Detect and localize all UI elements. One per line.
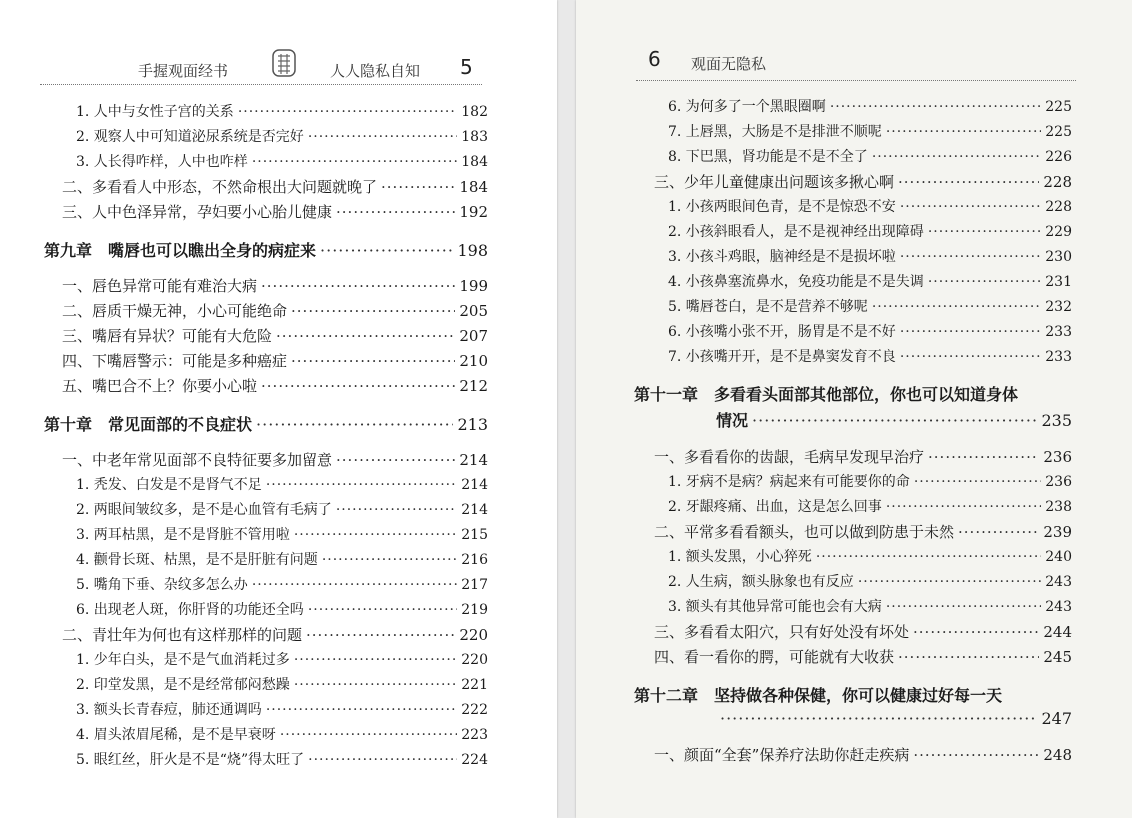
leader-dots — [256, 415, 453, 434]
leader-dots — [381, 178, 455, 196]
section-title: 人人隐私自知 — [330, 62, 421, 80]
toc-entry-title: 2. 小孩斜眼看人，是不是视神经出现障碍 — [668, 224, 924, 240]
header-divider — [40, 84, 482, 85]
toc-item — [76, 499, 488, 519]
toc-section — [654, 521, 1072, 542]
toc-item — [76, 699, 488, 719]
leader-dots — [872, 149, 1041, 165]
toc-entry-title: 三、嘴唇有异状？可能有大危险 — [62, 327, 273, 345]
toc-entry-title: 3. 两耳枯黑，是不是肾脏不管用啦 — [76, 527, 290, 543]
toc-section — [654, 171, 1072, 192]
leader-dots — [308, 602, 457, 618]
leader-dots — [291, 352, 455, 370]
toc-page-number: 236 — [1045, 474, 1072, 490]
toc-page-number: 214 — [461, 502, 488, 518]
leader-dots — [252, 154, 457, 170]
toc-section — [62, 325, 488, 346]
toc-entry-title: 一、多看看你的齿龈，毛病早发现早治疗 — [654, 448, 925, 466]
leader-dots — [266, 477, 457, 493]
toc-page-number: 214 — [459, 451, 488, 469]
toc-item — [76, 151, 488, 171]
toc-entry-title: 5. 嘴角下垂、杂纹多怎么办 — [76, 577, 248, 593]
toc-entry-title: 三、人中色泽异常，孕妇要小心胎儿健康 — [62, 203, 333, 221]
toc-page-number: 248 — [1043, 746, 1072, 764]
toc-page-number: 192 — [459, 203, 488, 221]
leader-dots — [928, 224, 1041, 240]
toc-page-number: 212 — [459, 377, 488, 395]
toc-entry-title: 一、颜面“全套”保养疗法助你赶走疾病 — [654, 746, 910, 764]
toc-entry-title: 1. 秃发、白发是不是肾气不足 — [76, 477, 262, 493]
book-title: 手握观面经书 — [138, 62, 229, 80]
toc-item — [76, 126, 488, 146]
toc-item — [668, 146, 1072, 166]
toc-entry-title: 第十一章 多看看头面部其他部位，你也可以知道身体 — [634, 385, 1019, 404]
toc-page-number: 219 — [461, 602, 488, 618]
toc-item — [76, 549, 488, 569]
toc-entry-title: 1. 人中与女性子宫的关系 — [76, 104, 234, 120]
toc-entry-title: 2. 牙龈疼痛、出血，这是怎么回事 — [668, 499, 882, 515]
toc-page-number: 245 — [1043, 648, 1072, 666]
toc-page-number: 220 — [461, 652, 488, 668]
left-page — [0, 0, 557, 818]
toc-item — [76, 524, 488, 544]
toc-page-number: 221 — [461, 677, 488, 693]
toc-entry-title: 1. 牙病不是病？病起来有可能要你的命 — [668, 474, 910, 490]
toc-item — [668, 196, 1072, 216]
toc-entry-title: 二、平常多看看额头，也可以做到防患于未然 — [654, 523, 955, 541]
toc-entry-title: 2. 印堂发黑，是不是经常郁闷愁躁 — [76, 677, 290, 693]
toc-item — [76, 599, 488, 619]
leader-dots — [886, 599, 1041, 615]
toc-chapter — [634, 683, 1002, 706]
toc-section — [62, 350, 488, 371]
toc-entry-title: 三、少年儿童健康出问题该多揪心啊 — [654, 173, 895, 191]
leader-dots — [720, 709, 1037, 728]
toc-page-number: 183 — [461, 129, 488, 145]
page-number: 6 — [648, 47, 661, 71]
toc-entry-title: 6. 为何多了一个黑眼圈啊 — [668, 99, 826, 115]
toc-page-number: 243 — [1045, 599, 1072, 615]
toc-page-number: 231 — [1045, 274, 1072, 290]
toc-item — [668, 221, 1072, 241]
toc-entry-title: 6. 小孩嘴小张不开，肠胃是不是不好 — [668, 324, 896, 340]
toc-page-number: 215 — [461, 527, 488, 543]
toc-entry-title: 5. 眼红丝，肝火是不是“烧”得太旺了 — [76, 752, 305, 768]
toc-page-number: 229 — [1045, 224, 1072, 240]
toc-item — [668, 471, 1072, 491]
toc-entry-title: 8. 下巴黑，肾功能是不是不全了 — [668, 149, 868, 165]
toc-page-number: 226 — [1045, 149, 1072, 165]
seal-logo-icon — [271, 48, 297, 78]
toc-page-number: 224 — [461, 752, 488, 768]
leader-dots — [261, 377, 455, 395]
leader-dots — [886, 124, 1041, 140]
toc-page-number: 225 — [1045, 124, 1072, 140]
toc-section — [62, 624, 488, 645]
toc-page-number: 228 — [1045, 199, 1072, 215]
leader-dots — [872, 299, 1041, 315]
leader-dots — [238, 104, 457, 120]
toc-entry-title: 一、中老年常见面部不良特征要多加留意 — [62, 451, 333, 469]
leader-dots — [252, 577, 457, 593]
toc-item — [668, 246, 1072, 266]
toc-section — [62, 300, 488, 321]
toc-item — [76, 574, 488, 594]
leader-dots — [928, 448, 1039, 466]
toc-page-number: 205 — [459, 302, 488, 320]
toc-item — [76, 749, 488, 769]
toc-page-number: 207 — [459, 327, 488, 345]
toc-entry-title: 一、唇色异常可能有难治大病 — [62, 277, 258, 295]
toc-entry-title: 7. 上唇黑，大肠是不是排泄不顺呢 — [668, 124, 882, 140]
toc-section — [62, 275, 488, 296]
leader-dots — [898, 173, 1039, 191]
toc-page-number: 235 — [1041, 411, 1072, 430]
toc-section — [654, 744, 1072, 765]
leader-dots — [308, 752, 457, 768]
toc-chapter — [44, 412, 488, 435]
toc-item — [668, 96, 1072, 116]
toc-entry-title: 3. 小孩斗鸡眼，脑神经是不是损坏啦 — [668, 249, 896, 265]
toc-section — [654, 646, 1072, 667]
leader-dots — [898, 648, 1039, 666]
toc-page-number: 243 — [1045, 574, 1072, 590]
toc-page-number: 220 — [459, 626, 488, 644]
toc-page-number: 239 — [1043, 523, 1072, 541]
left-page-header — [0, 0, 557, 90]
toc-entry-title: 6. 出现老人斑，你肝肾的功能还全吗 — [76, 602, 304, 618]
toc-entry-title: 2. 人生病，额头脉象也有反应 — [668, 574, 854, 590]
toc-entry-title: 1. 小孩两眼间色青，是不是惊恐不安 — [668, 199, 896, 215]
toc-page-number: 182 — [461, 104, 488, 120]
toc-item — [668, 321, 1072, 341]
right-page-header — [576, 0, 1132, 90]
toc-section — [654, 446, 1072, 467]
leader-dots — [276, 327, 455, 345]
leader-dots — [322, 552, 457, 568]
toc-entry-title: 4. 眉头浓眉尾稀，是不是早衰呀 — [76, 727, 276, 743]
toc-entry-title: 2. 观察人中可知道泌尿系统是否完好 — [76, 129, 304, 145]
toc-entry-title: 第九章 嘴唇也可以瞧出全身的病症来 — [44, 241, 317, 260]
toc-page-number: 238 — [1045, 499, 1072, 515]
toc-page-number: 184 — [459, 178, 488, 196]
toc-item — [668, 596, 1072, 616]
toc-entry-title: 4. 小孩鼻塞流鼻水，免疫功能是不是失调 — [668, 274, 924, 290]
toc-page-number: 184 — [461, 154, 488, 170]
leader-dots — [816, 549, 1041, 565]
toc-page-number: 228 — [1043, 173, 1072, 191]
leader-dots — [294, 677, 457, 693]
leader-dots — [306, 626, 455, 644]
leader-dots — [928, 274, 1041, 290]
toc-entry-title: 4. 颧骨长斑、枯黑，是不是肝脏有问题 — [76, 552, 318, 568]
toc-entry-title: 3. 额头有其他异常可能也会有大病 — [668, 599, 882, 615]
leader-dots — [900, 324, 1041, 340]
toc-entry-title: 2. 两眼间皱纹多，是不是心血管有毛病了 — [76, 502, 332, 518]
toc-page-number: 216 — [461, 552, 488, 568]
toc-entry-title: 第十章 常见面部的不良症状 — [44, 415, 253, 434]
leader-dots — [886, 499, 1041, 515]
toc-page-number: 213 — [457, 415, 488, 434]
leader-dots — [913, 623, 1039, 641]
toc-entry-title: 二、唇质干燥无神，小心可能绝命 — [62, 302, 288, 320]
toc-page-number: 198 — [457, 241, 488, 260]
toc-page-number: 210 — [459, 352, 488, 370]
leader-dots — [336, 502, 457, 518]
toc-item — [668, 346, 1072, 366]
toc-entry-title: 五、嘴巴合不上？你要小心啦 — [62, 377, 258, 395]
toc-entry-title: 3. 人长得咋样，人中也咋样 — [76, 154, 248, 170]
leader-dots — [900, 249, 1041, 265]
toc-item — [76, 674, 488, 694]
toc-page-number: 230 — [1045, 249, 1072, 265]
toc-page-number: 232 — [1045, 299, 1072, 315]
toc-item — [76, 724, 488, 744]
right-page — [576, 0, 1132, 818]
toc-item — [76, 474, 488, 494]
toc-item — [76, 649, 488, 669]
toc-entry-title: 1. 额头发黑，小心猝死 — [668, 549, 812, 565]
toc-item — [668, 296, 1072, 316]
toc-page-number: 240 — [1045, 549, 1072, 565]
leader-dots — [913, 746, 1039, 764]
leader-dots — [900, 199, 1041, 215]
toc-section — [62, 201, 488, 222]
leader-dots — [958, 523, 1039, 541]
toc-chapter — [716, 408, 1072, 431]
leader-dots — [752, 411, 1037, 430]
toc-entry-title: 二、青壮年为何也有这样那样的问题 — [62, 626, 303, 644]
toc-entry-title: 四、看一看你的腭，可能就有大收获 — [654, 648, 895, 666]
toc-page-number: 225 — [1045, 99, 1072, 115]
toc-section — [62, 449, 488, 470]
toc-entry-title: 5. 嘴唇苍白，是不是营养不够呢 — [668, 299, 868, 315]
toc-chapter — [716, 709, 1072, 728]
toc-page-number: 247 — [1041, 709, 1072, 728]
toc-page-number: 223 — [461, 727, 488, 743]
toc-page-number: 217 — [461, 577, 488, 593]
toc-section — [62, 375, 488, 396]
leader-dots — [830, 99, 1041, 115]
toc-item — [668, 571, 1072, 591]
leader-dots — [336, 203, 455, 221]
toc-page-number: 233 — [1045, 349, 1072, 365]
toc-page-number: 199 — [459, 277, 488, 295]
page-number: 5 — [460, 55, 473, 79]
toc-entry-title: 情况 — [716, 411, 749, 430]
toc-entry-title: 二、多看看人中形态，不然命根出大问题就晚了 — [62, 178, 378, 196]
leader-dots — [291, 302, 455, 320]
toc-entry-title: 第十二章 坚持做各种保健，你可以健康过好每一天 — [634, 686, 1003, 705]
leader-dots — [294, 652, 457, 668]
toc-page-number: 233 — [1045, 324, 1072, 340]
toc-item — [668, 271, 1072, 291]
section-title: 观面无隐私 — [691, 55, 767, 73]
toc-entry-title: 1. 少年白头，是不是气血消耗过多 — [76, 652, 290, 668]
leader-dots — [900, 349, 1041, 365]
leader-dots — [914, 474, 1041, 490]
leader-dots — [294, 527, 457, 543]
leader-dots — [280, 727, 457, 743]
toc-entry-title: 四、下嘴唇警示：可能是多种癌症 — [62, 352, 288, 370]
leader-dots — [858, 574, 1041, 590]
toc-item — [668, 121, 1072, 141]
toc-chapter — [44, 238, 488, 261]
toc-section — [654, 621, 1072, 642]
header-divider — [636, 80, 1076, 81]
toc-page-number: 222 — [461, 702, 488, 718]
toc-item — [668, 496, 1072, 516]
toc-entry-title: 3. 额头长青春痘，肺还通调吗 — [76, 702, 262, 718]
toc-item — [668, 546, 1072, 566]
leader-dots — [261, 277, 455, 295]
leader-dots — [336, 451, 455, 469]
toc-page-number: 236 — [1043, 448, 1072, 466]
leader-dots — [266, 702, 457, 718]
leader-dots — [308, 129, 457, 145]
leader-dots — [320, 241, 453, 260]
toc-page-number: 214 — [461, 477, 488, 493]
toc-entry-title: 7. 小孩嘴开开，是不是鼻窦发育不良 — [668, 349, 896, 365]
toc-entry-title: 三、多看看太阳穴，只有好处没有坏处 — [654, 623, 910, 641]
toc-chapter — [634, 382, 1018, 405]
toc-page-number: 244 — [1043, 623, 1072, 641]
toc-item — [76, 101, 488, 121]
toc-section — [62, 176, 488, 197]
